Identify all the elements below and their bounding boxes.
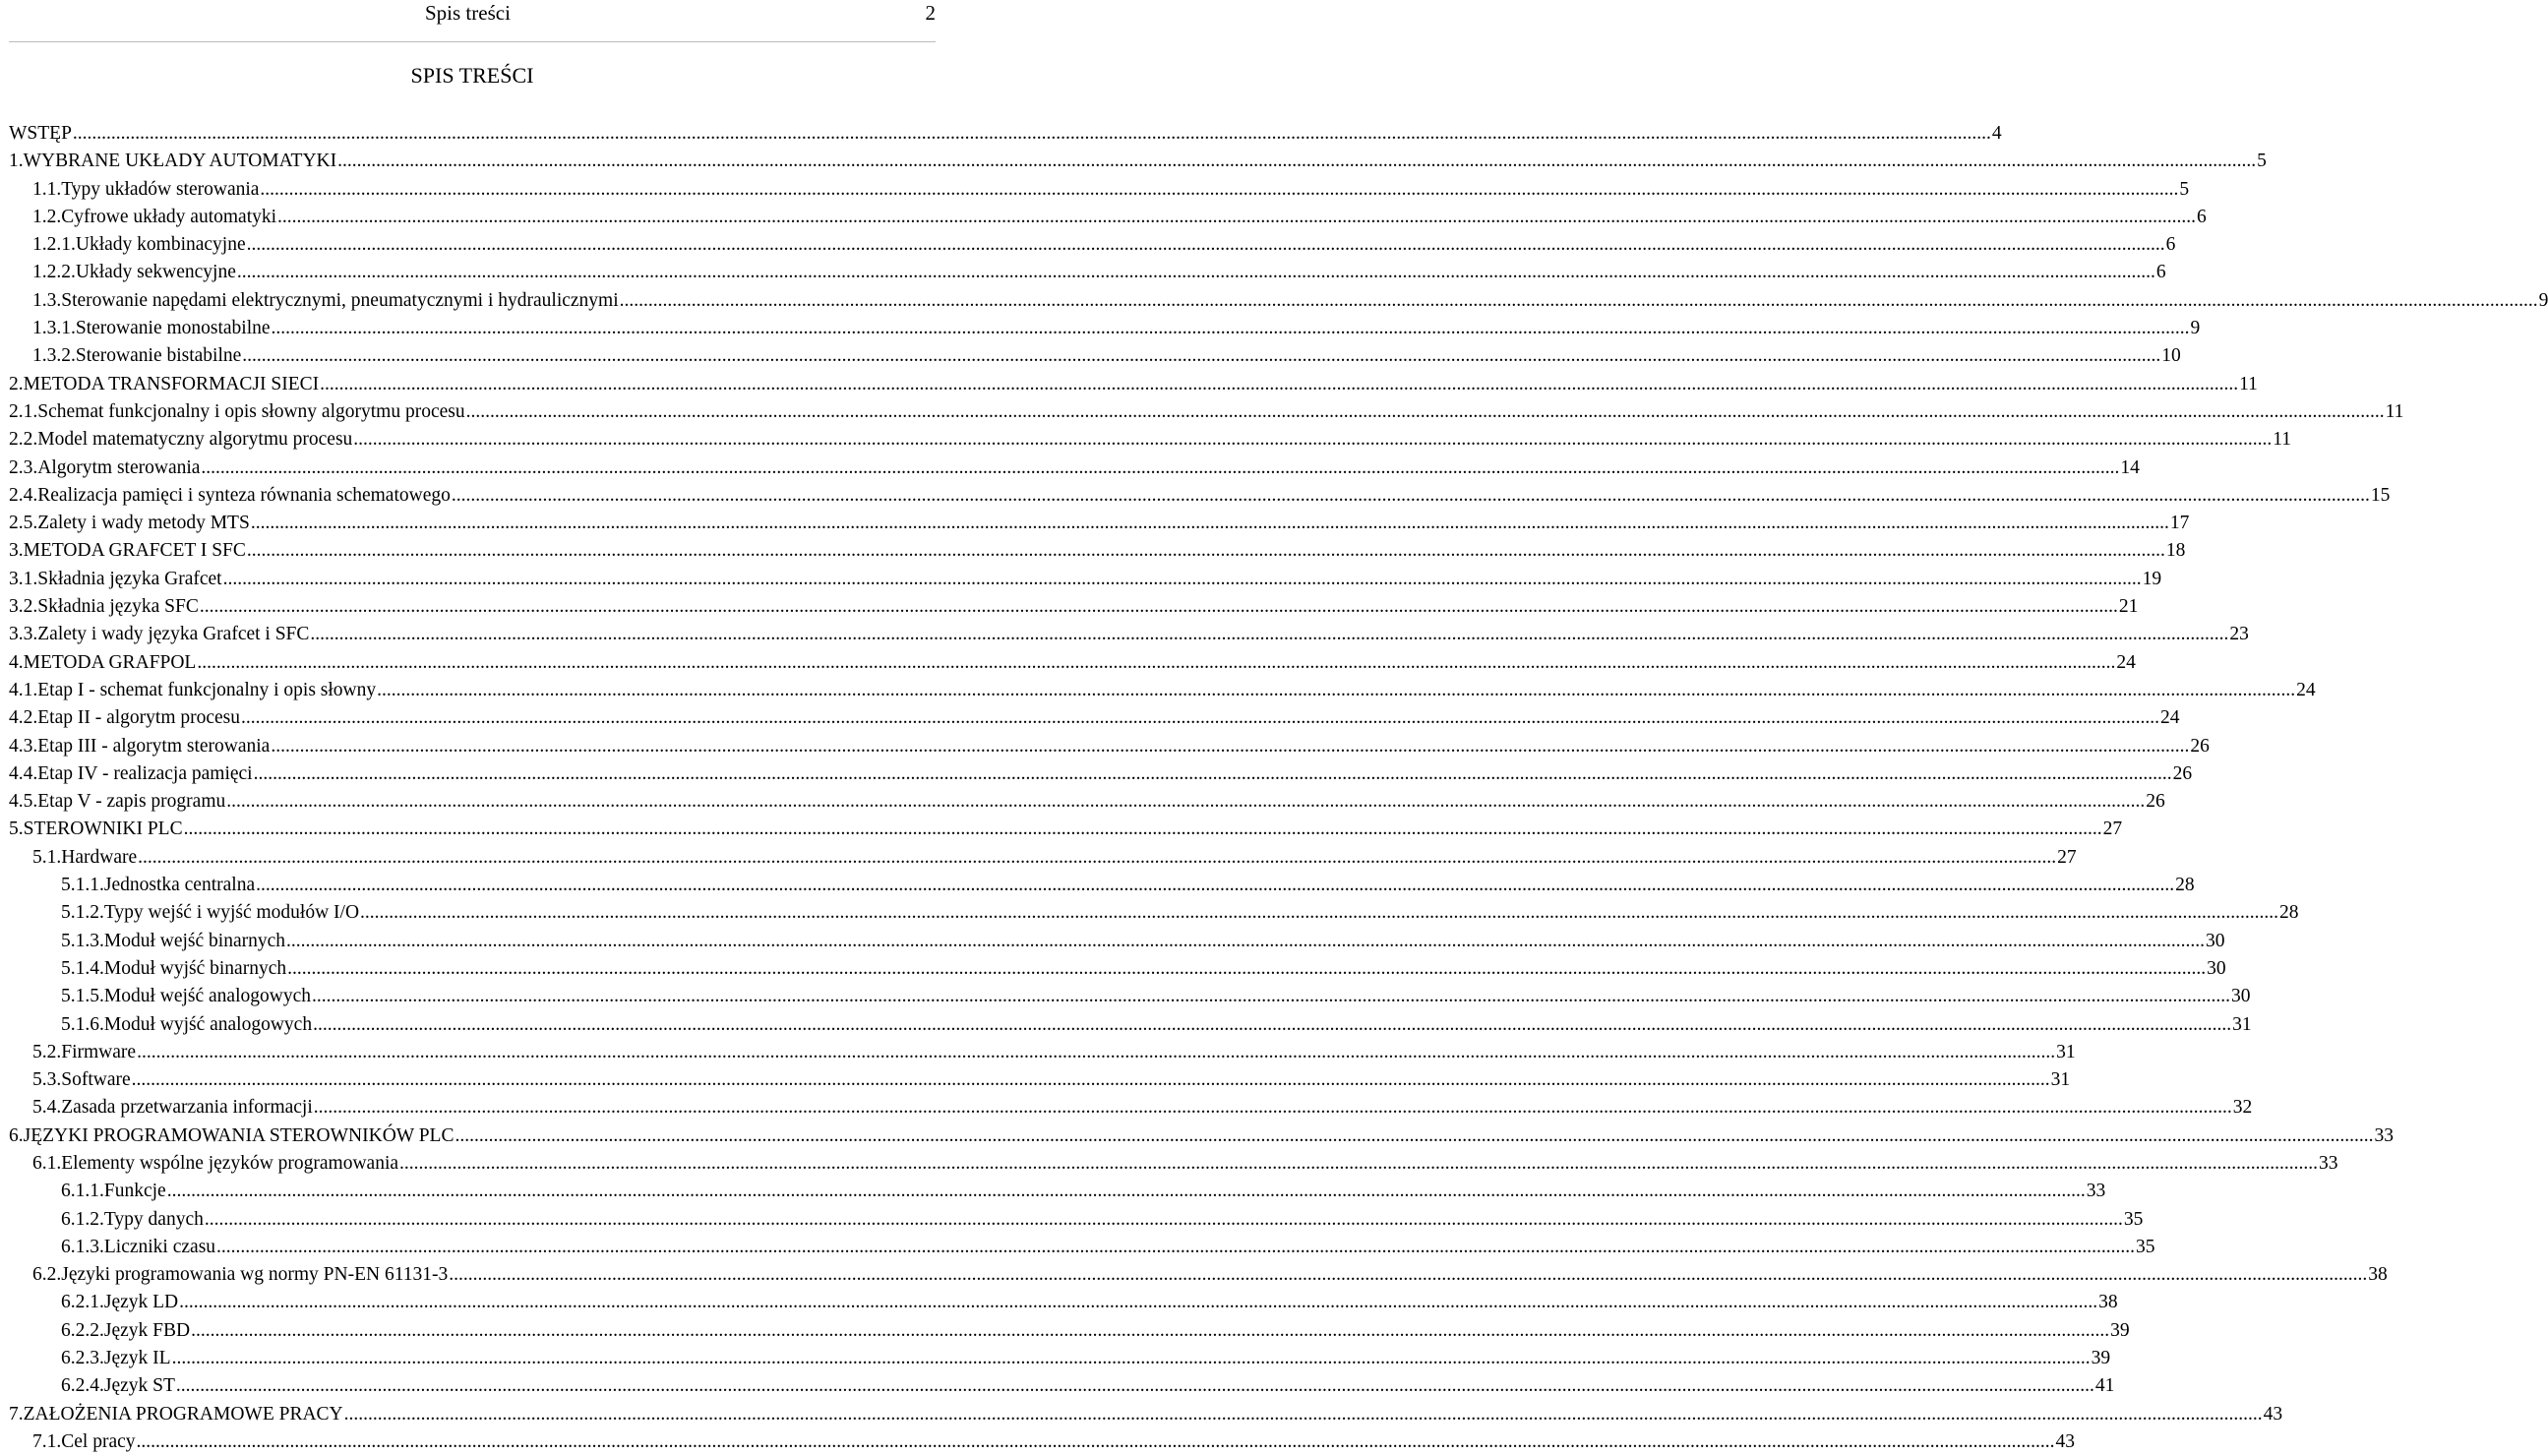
toc-entry-number: 6.2.2. <box>61 1319 104 1341</box>
toc-entry-title: Układy sekwencyjne <box>75 262 236 283</box>
toc-entry-title: Etap I - schemat funkcjonalny i opis słowny <box>37 679 377 700</box>
toc-entry-page: 19 <box>2142 568 2162 589</box>
toc-entry-title: Etap III - algorytm sterowania <box>37 735 271 757</box>
toc-dot-leader: ................................................................................................................................................................................................................................................................................................................................................................................................................ <box>72 123 1991 144</box>
toc-entry[interactable] <box>9 733 2210 760</box>
toc-dot-leader: ................................................................................................................................................................................................................................................................................................................................................................................................................ <box>250 513 2169 534</box>
toc-entry-number: 3.3. <box>9 624 38 645</box>
toc-entry-page: 9 <box>2190 318 2201 339</box>
page-number: 2 <box>925 1 936 25</box>
toc-entry-page: 26 <box>2172 762 2193 784</box>
toc-entry-page: 41 <box>2094 1375 2115 1397</box>
toc-entry-page: 30 <box>2207 957 2226 979</box>
toc-entry-number: 4. <box>9 651 24 673</box>
toc-dot-leader: ................................................................................................................................................................................................................................................................................................................................................................................................................ <box>171 1348 2091 1369</box>
toc-dot-leader: ................................................................................................................................................................................................................................................................................................................................................................................................................ <box>246 540 2165 562</box>
toc-entry-title: Hardware <box>61 846 138 868</box>
toc-entry-title: Typy danych <box>103 1208 204 1230</box>
toc-entry-number: 2. <box>9 373 24 394</box>
toc-entry-number: 2.4. <box>9 484 38 506</box>
toc-entry[interactable] <box>9 872 2195 899</box>
toc-entry-number: 1.2.1. <box>32 234 76 256</box>
toc-entry-title: Cyfrowe układy automatyki <box>61 206 277 227</box>
toc-entry-page: 27 <box>2102 819 2123 840</box>
toc-dot-leader: ................................................................................................................................................................................................................................................................................................................................................................................................................ <box>246 234 2165 256</box>
toc-entry-page: 14 <box>2120 456 2140 478</box>
toc-entry-title: Etap II - algorytm procesu <box>37 707 241 729</box>
toc-dot-leader: ................................................................................................................................................................................................................................................................................................................................................................................................................ <box>183 819 2102 840</box>
toc-entry-page: 33 <box>2319 1152 2338 1174</box>
toc-entry[interactable] <box>9 983 2251 1010</box>
toc-entry[interactable] <box>9 342 2181 370</box>
toc-entry[interactable] <box>9 1372 2115 1400</box>
toc-dot-leader: ................................................................................................................................................................................................................................................................................................................................................................................................................ <box>256 875 2175 896</box>
toc-dot-leader: ................................................................................................................................................................................................................................................................................................................................................................................................................ <box>136 1430 2055 1452</box>
toc-dot-leader: ................................................................................................................................................................................................................................................................................................................................................................................................................ <box>310 624 2229 645</box>
toc-entry-number: 4.1. <box>9 679 38 700</box>
toc-entry-page: 31 <box>2056 1041 2076 1062</box>
toc-entry-page: 39 <box>2091 1348 2111 1369</box>
toc-entry-title: Model matematyczny algorytmu procesu <box>37 429 353 451</box>
toc-entry-title: METODA GRAFCET I SFC <box>23 540 246 562</box>
toc-entry[interactable] <box>9 1178 2106 1205</box>
toc-entry-number: 2.1. <box>9 400 38 422</box>
toc-dot-leader: ................................................................................................................................................................................................................................................................................................................................................................................................................ <box>271 735 2190 757</box>
toc-entry-page: 23 <box>2229 624 2249 645</box>
toc-dot-leader: ................................................................................................................................................................................................................................................................................................................................................................................................................ <box>271 318 2190 339</box>
toc-entry-number: 5.3. <box>32 1069 62 1091</box>
toc-dot-leader: ................................................................................................................................................................................................................................................................................................................................................................................................................ <box>138 846 2057 868</box>
toc-entry-title: Software <box>61 1069 131 1091</box>
toc-entry[interactable] <box>9 176 2190 204</box>
toc-entry-number: 5.1.5. <box>61 986 104 1007</box>
toc-dot-leader: ................................................................................................................................................................................................................................................................................................................................................................................................................ <box>241 707 2160 729</box>
toc-entry-number: 5.1.1. <box>61 875 104 896</box>
toc-entry-title: Etap IV - realizacja pamięci <box>37 762 253 784</box>
toc-entry-title: Jednostka centralna <box>103 875 256 896</box>
toc-dot-leader: ................................................................................................................................................................................................................................................................................................................................................................................................................ <box>377 679 2296 700</box>
table-of-contents <box>9 120 2548 1456</box>
toc-entry-page: 38 <box>2368 1264 2388 1286</box>
toc-dot-leader: ................................................................................................................................................................................................................................................................................................................................................................................................................ <box>131 1069 2050 1091</box>
toc-entry[interactable] <box>9 510 2190 537</box>
toc-entry-title: Moduł wejść analogowych <box>103 986 311 1007</box>
toc-dot-leader: ................................................................................................................................................................................................................................................................................................................................................................................................................ <box>137 1041 2056 1062</box>
toc-entry[interactable] <box>9 816 2123 843</box>
toc-entry-number: 6.2. <box>32 1264 62 1286</box>
toc-dot-leader: ................................................................................................................................................................................................................................................................................................................................................................................................................ <box>313 1013 2232 1035</box>
toc-heading: SPIS TREŚCI <box>410 63 534 88</box>
toc-entry-page: 6 <box>2165 234 2176 256</box>
toc-entry-page: 27 <box>2057 846 2077 868</box>
toc-entry-page: 39 <box>2110 1319 2130 1341</box>
toc-dot-leader: ................................................................................................................................................................................................................................................................................................................................................................................................................ <box>465 400 2385 422</box>
toc-entry-title: STEROWNIKI PLC <box>23 819 183 840</box>
toc-entry-page: 21 <box>2118 596 2139 618</box>
toc-entry-page: 6 <box>2197 206 2207 227</box>
toc-entry-page: 15 <box>2370 484 2391 506</box>
toc-entry-number: 2.5. <box>9 513 38 534</box>
toc-entry-page: 28 <box>2279 902 2299 924</box>
toc-dot-leader: ................................................................................................................................................................................................................................................................................................................................................................................................................ <box>216 1236 2136 1257</box>
toc-entry-number: 1.2. <box>32 206 62 227</box>
toc-entry-title: Składnia języka Grafcet <box>37 568 222 589</box>
toc-entry-number: 4.5. <box>9 791 38 813</box>
toc-entry-page: 38 <box>2098 1292 2118 1313</box>
toc-entry-page: 24 <box>2296 679 2316 700</box>
toc-entry[interactable] <box>9 1234 2155 1261</box>
toc-entry-title: Elementy wspólne języków programowania <box>61 1152 399 1174</box>
toc-entry[interactable] <box>9 1011 2252 1039</box>
toc-entry-number: 3.2. <box>9 596 38 618</box>
toc-entry[interactable] <box>9 1345 2111 1372</box>
toc-dot-leader: ................................................................................................................................................................................................................................................................................................................................................................................................................ <box>199 596 2118 618</box>
toc-entry[interactable] <box>9 955 2226 983</box>
toc-dot-leader: ................................................................................................................................................................................................................................................................................................................................................................................................................ <box>191 1319 2110 1341</box>
toc-entry[interactable] <box>9 482 2391 510</box>
toc-entry-page: 11 <box>2273 429 2292 451</box>
toc-entry[interactable] <box>9 1261 2388 1289</box>
toc-entry-title: METODA GRAFPOL <box>23 651 197 673</box>
toc-dot-leader: ................................................................................................................................................................................................................................................................................................................................................................................................................ <box>277 206 2197 227</box>
toc-entry[interactable] <box>9 1289 2118 1316</box>
toc-entry-title: Firmware <box>61 1041 137 1062</box>
toc-entry[interactable] <box>9 426 2292 454</box>
toc-entry-title: Typy wejść i wyjść modułów I/O <box>103 902 360 924</box>
toc-entry[interactable] <box>9 704 2180 732</box>
toc-entry-title: Liczniki czasu <box>103 1236 216 1257</box>
toc-entry-number: 3.1. <box>9 568 38 589</box>
toc-entry-page: 32 <box>2232 1097 2253 1119</box>
toc-entry-number: 5.1.6. <box>61 1013 104 1035</box>
toc-entry-number: 6.2.4. <box>61 1375 104 1397</box>
toc-entry-title: ZAŁOŻENIA PROGRAMOWE PRACY <box>23 1403 343 1425</box>
toc-entry-title: Układy kombinacyjne <box>75 234 246 256</box>
toc-entry[interactable] <box>9 537 2186 565</box>
toc-entry-title: Język LD <box>103 1292 179 1313</box>
toc-entry-number: 3. <box>9 540 24 562</box>
toc-dot-leader: ................................................................................................................................................................................................................................................................................................................................................................................................................ <box>242 345 2161 367</box>
toc-entry[interactable] <box>9 1066 2071 1094</box>
toc-entry-number: 1.1. <box>32 178 62 200</box>
toc-entry-title: Funkcje <box>103 1181 166 1202</box>
toc-dot-leader: ................................................................................................................................................................................................................................................................................................................................................................................................................ <box>222 568 2142 589</box>
toc-dot-leader: ................................................................................................................................................................................................................................................................................................................................................................................................................ <box>260 178 2179 200</box>
toc-entry-page: 6 <box>2155 262 2166 283</box>
toc-entry-page: 33 <box>2374 1124 2394 1146</box>
toc-dot-leader: ................................................................................................................................................................................................................................................................................................................................................................................................................ <box>449 1264 2368 1286</box>
toc-dot-leader: ................................................................................................................................................................................................................................................................................................................................................................................................................ <box>226 791 2146 813</box>
toc-entry-number: 7. <box>9 1403 24 1425</box>
toc-entry-number: 4.4. <box>9 762 38 784</box>
toc-entry-title: Zalety i wady języka Grafcet i SFC <box>37 624 310 645</box>
toc-entry-number: 6.1. <box>32 1152 62 1174</box>
toc-entry[interactable] <box>9 1039 2076 1066</box>
toc-dot-leader: ................................................................................................................................................................................................................................................................................................................................................................................................................ <box>201 456 2120 478</box>
toc-entry[interactable] <box>9 1094 2253 1122</box>
toc-entry-number: 5.1.4. <box>61 957 104 979</box>
toc-entry-page: 5 <box>2179 178 2190 200</box>
toc-entry-title: Moduł wyjść analogowych <box>103 1013 313 1035</box>
toc-dot-leader: ................................................................................................................................................................................................................................................................................................................................................................................................................ <box>337 151 2257 172</box>
toc-entry[interactable] <box>9 148 2267 175</box>
toc-entry-page: 43 <box>2055 1430 2076 1452</box>
toc-entry-number: 5. <box>9 819 24 840</box>
toc-entry-page: 26 <box>2146 791 2165 813</box>
toc-entry-page: 31 <box>2232 1013 2252 1035</box>
toc-entry[interactable] <box>9 899 2299 927</box>
toc-entry-title: Języki programowania wg normy PN-EN 61131-3 <box>61 1264 449 1286</box>
toc-entry-title: Język IL <box>103 1348 171 1369</box>
toc-dot-leader: ................................................................................................................................................................................................................................................................................................................................................................................................................ <box>175 1375 2094 1397</box>
toc-entry[interactable] <box>9 315 2201 342</box>
toc-entry-page: 9 <box>2538 289 2548 311</box>
toc-dot-leader: ................................................................................................................................................................................................................................................................................................................................................................................................................ <box>286 930 2206 951</box>
toc-entry[interactable] <box>9 231 2176 259</box>
toc-entry-title: Język FBD <box>103 1319 191 1341</box>
toc-entry-title: Sterowanie monostabilne <box>75 318 271 339</box>
toc-entry-page: 35 <box>2123 1208 2144 1230</box>
toc-entry-title: Język ST <box>103 1375 175 1397</box>
toc-entry-number: 6. <box>9 1124 24 1146</box>
toc-entry-number: 6.1.3. <box>61 1236 104 1257</box>
toc-entry[interactable] <box>9 788 2165 816</box>
toc-entry-title: Moduł wyjść binarnych <box>103 957 287 979</box>
toc-entry-title: Schemat funkcjonalny i opis słowny algorytmu procesu <box>37 400 465 422</box>
toc-entry-page: 17 <box>2169 513 2190 534</box>
toc-entry-title: METODA TRANSFORMACJI SIECI <box>23 373 320 394</box>
toc-dot-leader: ................................................................................................................................................................................................................................................................................................................................................................................................................ <box>287 957 2207 979</box>
toc-entry[interactable] <box>9 1428 2076 1456</box>
toc-dot-leader: ................................................................................................................................................................................................................................................................................................................................................................................................................ <box>236 262 2155 283</box>
toc-dot-leader: ................................................................................................................................................................................................................................................................................................................................................................................................................ <box>313 1097 2232 1119</box>
toc-entry[interactable] <box>9 398 2404 426</box>
toc-entry-number: 4.2. <box>9 707 38 729</box>
toc-entry-page: 30 <box>2231 986 2251 1007</box>
toc-dot-leader: ................................................................................................................................................................................................................................................................................................................................................................................................................ <box>451 484 2370 506</box>
toc-entry-page: 35 <box>2136 1236 2155 1257</box>
toc-entry-title: Zalety i wady metody MTS <box>37 513 250 534</box>
toc-entry-number: 1.3. <box>32 289 62 311</box>
toc-entry-page: 18 <box>2165 540 2186 562</box>
toc-dot-leader: ................................................................................................................................................................................................................................................................................................................................................................................................................ <box>166 1181 2086 1202</box>
toc-entry-number: 5.2. <box>32 1041 62 1062</box>
toc-dot-leader: ................................................................................................................................................................................................................................................................................................................................................................................................................ <box>197 651 2116 673</box>
toc-entry-title: Algorytm sterowania <box>37 456 201 478</box>
toc-entry-title: Moduł wejść binarnych <box>103 930 286 951</box>
toc-dot-leader: ................................................................................................................................................................................................................................................................................................................................................................................................................ <box>353 429 2273 451</box>
toc-entry-page: 11 <box>2385 400 2404 422</box>
toc-entry[interactable] <box>9 1401 2283 1428</box>
toc-dot-leader: ................................................................................................................................................................................................................................................................................................................................................................................................................ <box>343 1403 2263 1425</box>
toc-entry-title: Sterowanie bistabilne <box>75 345 242 367</box>
toc-entry-number: 6.1.2. <box>61 1208 104 1230</box>
toc-entry-page: 5 <box>2257 151 2267 172</box>
toc-entry[interactable] <box>9 1206 2144 1234</box>
toc-entry-title: WYBRANE UKŁADY AUTOMATYKI <box>23 151 337 172</box>
toc-entry[interactable] <box>9 259 2166 286</box>
toc-entry[interactable] <box>9 1122 2394 1150</box>
toc-entry-number: 1. <box>9 151 24 172</box>
toc-entry-number: 5.1.3. <box>61 930 104 951</box>
toc-dot-leader: ................................................................................................................................................................................................................................................................................................................................................................................................................ <box>455 1124 2374 1146</box>
toc-entry-number: 1.3.2. <box>32 345 76 367</box>
toc-entry-page: 10 <box>2161 345 2181 367</box>
toc-dot-leader: ................................................................................................................................................................................................................................................................................................................................................................................................................ <box>179 1292 2098 1313</box>
toc-entry-title: WSTĘP <box>9 123 72 144</box>
toc-entry-page: 11 <box>2239 373 2258 394</box>
toc-entry[interactable] <box>9 621 2249 648</box>
page-header <box>0 0 944 43</box>
toc-entry-page: 43 <box>2263 1403 2283 1425</box>
toc-entry[interactable] <box>9 1317 2130 1345</box>
toc-entry-number: 1.3.1. <box>32 318 76 339</box>
running-header-title: Spis treści <box>425 1 511 25</box>
toc-dot-leader: ................................................................................................................................................................................................................................................................................................................................................................................................................ <box>399 1152 2319 1174</box>
toc-entry-page: 28 <box>2175 875 2195 896</box>
toc-entry[interactable] <box>9 455 2140 482</box>
toc-entry-title: Cel pracy <box>61 1430 136 1452</box>
toc-dot-leader: ................................................................................................................................................................................................................................................................................................................................................................................................................ <box>204 1208 2123 1230</box>
toc-entry-number: 4.3. <box>9 735 38 757</box>
toc-entry-page: 26 <box>2190 735 2210 757</box>
toc-entry-page: 31 <box>2050 1069 2071 1091</box>
toc-entry[interactable] <box>9 287 2548 315</box>
toc-entry-number: 5.4. <box>32 1097 62 1119</box>
toc-entry[interactable] <box>9 649 2136 677</box>
toc-entry-number: 6.1.1. <box>61 1181 104 1202</box>
toc-dot-leader: ................................................................................................................................................................................................................................................................................................................................................................................................................ <box>360 902 2279 924</box>
toc-entry-title: Sterowanie napędami elektrycznymi, pneumatycznymi i hydraulicznymi <box>61 289 619 311</box>
toc-entry[interactable] <box>9 1150 2338 1178</box>
toc-entry[interactable] <box>9 120 2002 148</box>
toc-entry-title: Typy układów sterowania <box>61 178 260 200</box>
toc-entry-page: 33 <box>2086 1181 2106 1202</box>
toc-entry-title: Realizacja pamięci i synteza równania schematowego <box>37 484 451 506</box>
toc-entry[interactable] <box>9 593 2139 621</box>
toc-entry[interactable] <box>9 204 2207 231</box>
toc-entry-number: 7.1. <box>32 1430 62 1452</box>
toc-entry[interactable] <box>9 677 2316 704</box>
toc-entry-page: 24 <box>2160 707 2180 729</box>
toc-entry-number: 5.1.2. <box>61 902 104 924</box>
toc-entry-number: 2.2. <box>9 429 38 451</box>
toc-entry-number: 2.3. <box>9 456 38 478</box>
toc-entry-page: 4 <box>1991 123 2002 144</box>
toc-dot-leader: ................................................................................................................................................................................................................................................................................................................................................................................................................ <box>320 373 2239 394</box>
toc-entry[interactable] <box>9 928 2225 955</box>
toc-entry-page: 24 <box>2116 651 2136 673</box>
toc-entry-number: 1.2.2. <box>32 262 76 283</box>
toc-dot-leader: ................................................................................................................................................................................................................................................................................................................................................................................................................ <box>619 289 2538 311</box>
toc-entry[interactable] <box>9 371 2258 398</box>
toc-entry[interactable] <box>9 760 2193 788</box>
toc-entry-title: JĘZYKI PROGRAMOWANIA STEROWNIKÓW PLC <box>23 1124 455 1146</box>
toc-entry-title: Etap V - zapis programu <box>37 791 226 813</box>
toc-entry-number: 6.2.3. <box>61 1348 104 1369</box>
toc-entry[interactable] <box>9 844 2077 872</box>
toc-entry[interactable] <box>9 566 2162 593</box>
toc-entry-number: 6.2.1. <box>61 1292 104 1313</box>
header-divider <box>9 41 936 42</box>
toc-dot-leader: ................................................................................................................................................................................................................................................................................................................................................................................................................ <box>253 762 2172 784</box>
toc-entry-title: Zasada przetwarzania informacji <box>61 1097 313 1119</box>
toc-dot-leader: ................................................................................................................................................................................................................................................................................................................................................................................................................ <box>312 986 2230 1007</box>
toc-entry-number: 5.1. <box>32 846 62 868</box>
toc-entry-title: Składnia języka SFC <box>37 596 199 618</box>
toc-entry-page: 30 <box>2206 930 2225 951</box>
